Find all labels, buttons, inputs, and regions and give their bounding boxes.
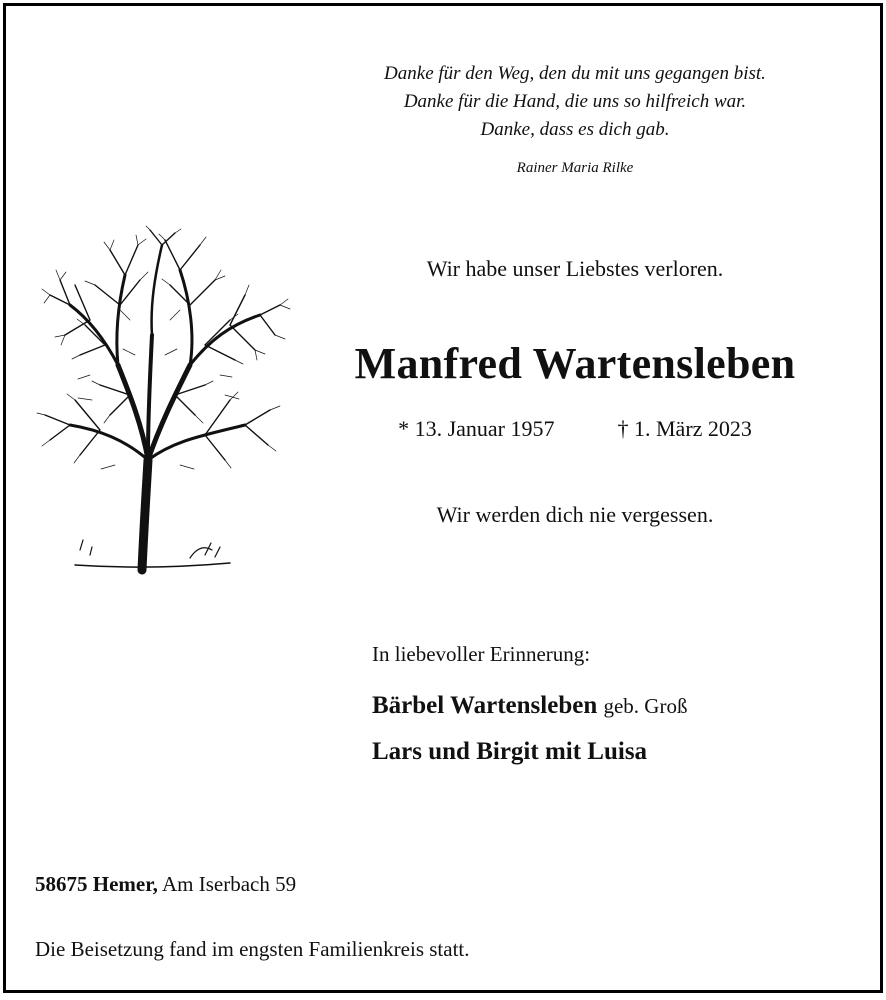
quote-author: Rainer Maria Rilke xyxy=(516,160,634,176)
mourner-2-name: Lars und Birgit mit Luisa xyxy=(372,738,648,765)
closing-line: Wir werden dich nie vergessen. xyxy=(436,502,714,527)
death-date: † 1. März 2023 xyxy=(617,416,752,441)
mourner-1-note: geb. Groß xyxy=(603,694,688,718)
deceased-name: Manfred Wartensleben xyxy=(354,339,796,388)
funeral-note: Die Beisetzung fand im engsten Familienkreis statt. xyxy=(35,937,470,961)
mourner-1-name: Bärbel Wartensleben xyxy=(372,692,598,719)
quote-line-1: Danke für den Weg, den du mit uns gegangen bist. xyxy=(384,63,766,84)
address xyxy=(35,872,296,897)
birth-date: * 13. Januar 1957 xyxy=(398,416,555,441)
lead-text: Wir habe unser Liebstes verloren. xyxy=(426,256,724,281)
address-street: Am Iserbach 59 xyxy=(161,872,297,896)
bare-tree-icon xyxy=(30,225,295,580)
mourner-2 xyxy=(372,738,647,766)
quote-line-2: Danke für die Hand, die uns so hilfreich war. xyxy=(403,91,747,112)
quote-line-3: Danke, dass es dich gab. xyxy=(480,119,670,140)
memory-heading: In liebevoller Erinnerung: xyxy=(372,642,591,666)
mourner-1 xyxy=(372,692,687,720)
address-city: 58675 Hemer, xyxy=(35,872,158,896)
life-dates xyxy=(300,416,850,442)
